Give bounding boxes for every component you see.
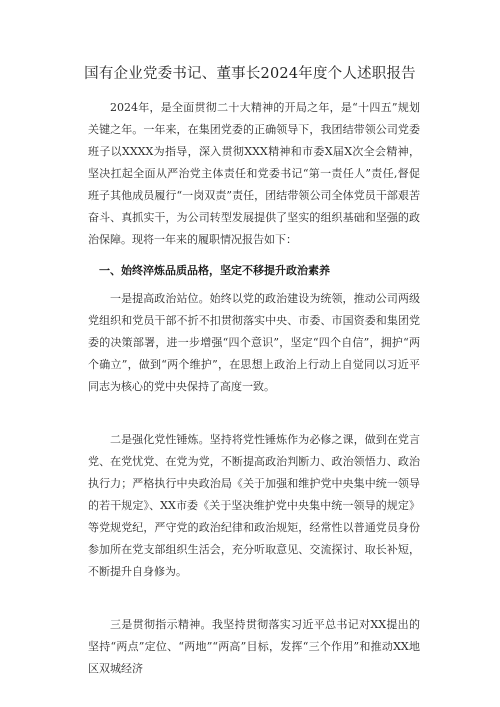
paragraph-political-stance: 一是提高政治站位。始终以党的政治建设为统领，推动公司两级党组织和党员干部不折不扣贯彻落实中央、市委、市国资委和集团党委的决策部署，进一步增强“四个意识”，坚定“四个自信”，拥护“两个确立”，做到“两个维护”，在思想上政治上行动上自觉同以习近平同志为核心的党中央保持了高度一致。 [88, 292, 420, 393]
intro-paragraph: 2024年，是全面贯彻二十大精神的开局之年，是“十四五”规划关键之年。一年来，在集团党委的正确领导下，我团结带领公司党委班子以XXXX为指导，深入贯彻XXX精神和市委X届X次全会精神，坚决扛起全面从严治党主体责任和党委书记“第一责任人”责任,督促班子其他成员履行“一岗双责”责任，团结带领公司全体党员干部艰苦奋斗、真抓实干，为公司转型发展提供了坚实的组织基础和坚强的政治保障。现将一年来的履职情况报告如下： [88, 101, 420, 246]
paragraph-party-spirit: 二是强化党性锤炼。坚持将党性锤炼作为必修之课，做到在党言党、在党忧党、在党为党，不断提高政治判断力、政治领悟力、政治执行力；严格执行中央政治局《关于加强和维护党中央集中统一领导的若干规定》、XX市委《关于坚决维护党中央集中统一领导的规定》等党规党纪，严守党的政治纪律和政治规矩，经常性以普通党员身份参加所在党支部组织生活会，充分听取意见、交流探讨、取长补短，不断提升自身修为。 [88, 433, 420, 578]
section-heading-1: 一、始终淬炼品质品格，坚定不移提升政治素养 [99, 264, 330, 277]
document-title: 国有企业党委书记、董事长2024年度个人述职报告 [84, 66, 416, 82]
paragraph-instructions: 三是贯彻指示精神。我坚持贯彻落实习近平总书记对XX提出的坚持“两点”定位、“两地”“两高”目标，发挥“三个作用”和推动XX地区双城经济 [88, 618, 420, 675]
